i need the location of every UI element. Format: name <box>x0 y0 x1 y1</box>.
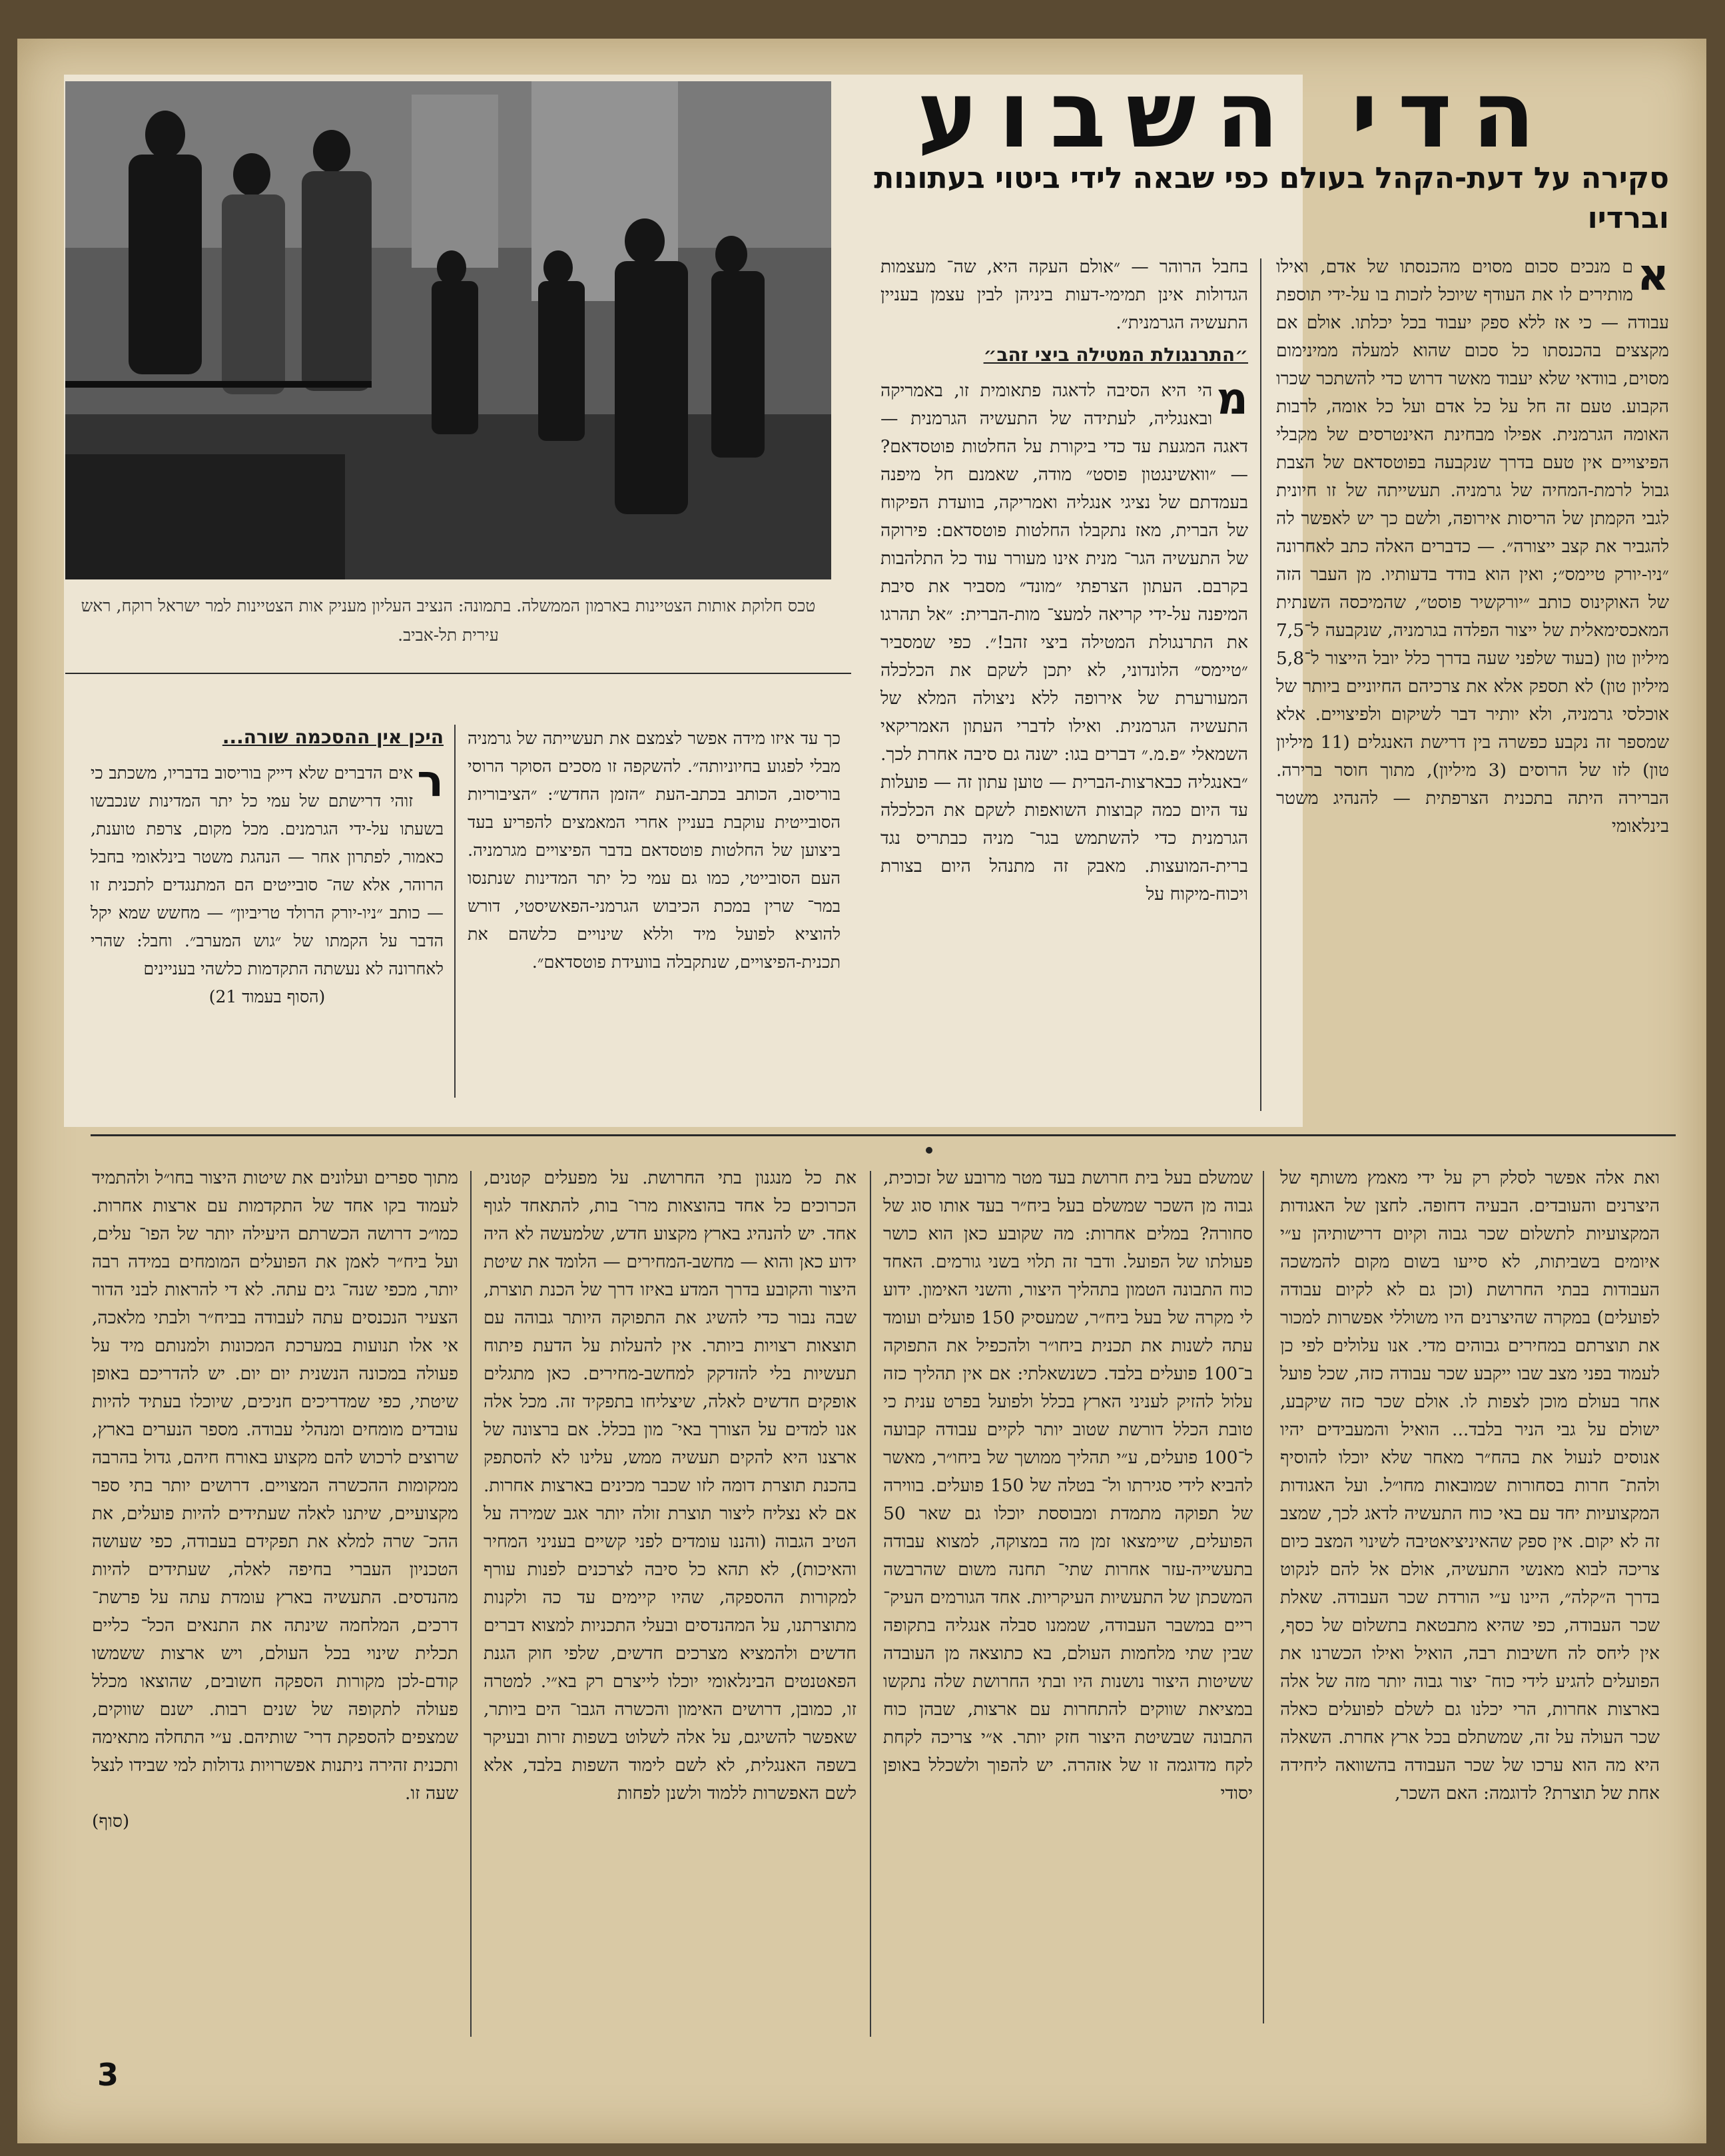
ceremony-photo <box>65 81 831 579</box>
magazine-page <box>17 39 1706 2143</box>
article-headline: היכן אין ההסכמה שורה... <box>222 726 444 748</box>
article-text: הי היא הסיבה לדאגה פתאומית זו, באמריקה ובאנגליה, לעתידה של התעשיה הגרמנית — דאגה המגעת עד כדי ביקורת על החלטות פוטסדאם? — ״וואשינגטון פוסט״ מודה, שאמנם חל מיפנה בעמדתם של נציגי אנגליה ואמריקה, בוועדת הפיקוח של הברית, מאז נתקבלו החלטות פוטסדאם: פירוקה של התעשיה הגר־ מנית אינו מעורר עוד כל התלהבות בקרבם. העתון הצרפתי ״מונד״ מסביר את סיבת המיפנה על-ידי קריאה למעצ־ מות-הברית: ״אל תהרגו את התרנגולת המטילה ביצי זהב!״. כפי שמסביר ״טיימס״ הלונדוני, לא יתכן לשקם את הכלכלה המעורערת של אירופה ללא ניצולה המלא של התעשיה הגרמנית. ואילו לדברי העתון האמריקאי השמאלי ״פ.מ.״ דברים בגו: ישנה גם סיבה אחרת לכך. ״באנגליה כבארצות-הברית — טוען עתון זה — פועלות עד היום כמה קבוצות השואפות לשקם את הכלכלה הגרמנית כדי להשתמש בגר־ מניה כבתריס נגד ברית-המועצות. מאבק זה מתנהל היום בצורת ויכוח-מיקוח על <box>880 380 1248 904</box>
section-divider <box>91 1134 1676 1136</box>
article-text: מתוך ספרים ועלונים את שיטות היצור בחו״ל ולהתמיד לעמוד בקו אחד של התקדמות עם ארצות אחרות. כמו״כ דרושה הכשרתם היעילה יותר של הפו־ עלים, ועל ביח״ר לאמן את הפועלים המומחים במידה רבה יותר, מכפי שנה־ גים עתה. לא די להראות לבני הדור הצעיר הנכנסים עתה לעבודה בביח״ר ולבתי מלאכה, אי אלו תנועות במערכת המכונות ולמנותם מיד על פעולה במכונה הנשנית יום יום. יש להדריכם באופן שיטתי, כפי שמדריכים חניכים, שיוכלו בעתיד להיות עובדים מומחים ומנהלי עבודה. מספר הנערים בארץ, שרוצים לרכוש להם מקצוע באורח חיהם, גדול בהרבה ממקומות ההכשרה המצויים. דרושים יותר בתי ספר מקצועיים, שיתנו לאלה שעתידים להיות פועלים, את ההכ־ שרה למלא את תפקידם בעבודה, כפי שעושה הטכניון העברי בחיפה לאלה, שעתידים להיות מהנדסים. התעשיה בארץ עומדת עתה על פרשת־ דרכים, המלחמה שינתה את התנאים הכל־ כליים תכלית שינוי בכל העולם, ויש ארצות ששמשו קודם-לכן מקורות הספקה חשובים, שהוצאו מכלל פעולה לתקופה של שנים רבות. ישנם שווקים, שמצפים להספקת דרי־ שותיהם. ע״י התחלה מתאימה ותכנית זהירה ניתנות אפשרויות גדולות למי שבידו לנצל שעה זו. <box>92 1168 458 1804</box>
article-text: שמשלם בעל בית חרושת בעד מטר מרובע של זכוכית, גבוה מן השכר שמשלם בעל ביח״ר בעד אותו סוג של סחורה? במלים אחרות: מה שקובע כאן הוא כושר פעולתו של הפועל. ודבר זה תלוי בשני גורמים. האחד כוח התבונה הטמון בתהליך היצור, והשני האימון. ידוע לי מקרה של בעל ביח״ר, שמעסיק 150 פועלים ועומד עתה לשנות את תכנית ביחו״ר ולהכפיל את התפוקה ב־100 פועלים בלבד. כשנשאלתי: אם אין תהליך כזה עלול להזיק לעניני הארץ בכלל ולפועל בפרט ענית כי טובת הכלל דורשת שטוב יותר לקיים עבודה קבועה ל־100 פועלים, ע״י תהליך ממושך של ביחו״ר, מאשר להביא לידי סגירתו ול־ בטלה של 150 פועלים. בווירה של תפוקה מתמדת ומבוססת יוכלו גם שאר 50 הפועלים, שיימצאו זמן מה במצוקה, למצוא עבודה בתעשייה-עזר אחרות שתי־ תחנה משום שהרבשה המשכתן של התעשיות העיקריות. אחד הגורמים העיק־ ריים במשבר העבודה, שממנו סבלה אנגליה בתקופה שבין שתי מלחמות העולם, בא כתוצאה מן העובדה ששיטות היצור נושנות היו ובתי החרושת שלה נתקשו במציאת שווקים להתחרות עם ארצות, שבהן כוח התבונה שבשיטת היצור חזק יותר. א״י צריכה לקחת לקח מדוגמה זו של אזהרה. יש להפוך ולשכלל באופן יסודי <box>883 1168 1253 1804</box>
bottom-column-4 <box>92 1164 458 2043</box>
column-rule <box>470 1171 472 2037</box>
section-subtitle: סקירה על דעת-הקהל בעולם כפי שבאה לידי ביטוי בעתונות וברדיו <box>874 161 1669 235</box>
top-left-right-column <box>91 719 444 1119</box>
article-intro: בחבל הרוהר — ״אולם העקה היא, שה־ מעצמות הגדולות אינן תמימי-דעות ביניהן לבין עצמן בעניין התעשיה הגרמנית״. <box>880 256 1248 333</box>
top-left-left-column <box>468 725 841 1118</box>
section-title: הדי השבוע <box>917 61 1555 169</box>
end-mark: (סוף) <box>92 1811 130 1832</box>
article-text: כך עד איזו מידה אפשר לצמצם את תעשייתה של גרמניה מבלי לפגוע בחיוניותה״. להשקפה זו מסכים הסוקר הרוסי בוריסוב, הכותב בכתב-העת ״הזמן החדש״: ״הציבוריות הסובייטית עוקבת בעניין אחרי המאמצים להפריע בעד ביצוען של החלטות פוטסדאם בדבר הפיצויים מגרמניה. העם הסובייטי, כמו גם עמי כל יתר המדינות שנתנסו במר־ שרין במכת הכיבוש הגרמני-הפאשיסטי, דורש להוציא לפועל מיד וללא שינויים כלשהם את תכנית-הפיצויים, שנתקבלה בוועידת פוטסדאם״. <box>468 729 841 972</box>
dropcap: מ <box>1216 373 1248 424</box>
article-text: את כל מנגנון בתי החרושת. על מפעלים קטנים, הכרוכים כל אחד בהוצאות מרו־ בות, להתאחד לגוף אחד. יש להנהיג בארץ מקצוע חדש, שלמעשה לא היה ידוע כאן והוא — מחשב-המחירים — הלומד את שיטת היצור והקובע בדרך המדע באיזו דרך של הכנת תוצרת, שבה נבור כדי להשיג את התפוקה היותר גבוהה עם תוצאות רצויות ביותר. אין להעלות על הדעת פיתוח תעשיות בלי להזדקק למחשב-מחירים. כאן מתגלים אופקים חדשים לאלה, שיצליחו בתפקיד זה. מכל אלה אנו למדים על הצורך באי־ מון בכלל. אם ברצונה של ארצנו היא להקים תעשיה ממש, עלינו לא להסתפק בהכנת תוצרת דומה לזו שכבר מכינים בארצות אחרות. אם לא נצליח ליצור תוצרת זולה יותר אגב שמירה על הטיב הגבוה (והננו עומדים לפני קשיים בעניני המחיר והאיכות), לא תהא כל סיבה לצרכנים לפנות עורף למקורות ההספקה, שהיו קיימים עד כה ולקנות מתוצרתנו, על המהנדסים ובעלי התכניות למצוא דברים חדשים ולהמציא מצרכים חדשים, שלפי חוק הגנת הפאטנטים הבינלאומי יוכלו לייצרם רק בא״י. למטרה זו, כמובן, דרושים האימון והכשרה הגבו־ הים ביותר, שאפשר להשיגם, על אלה לשלוט בשפות זרות ובעיקר בשפה האנגלית, לא לשם לימוד השפות בלבד, אלא לשם האפשרות ללמוד ולשנן לפחות <box>484 1168 857 1804</box>
bottom-column-2 <box>883 1164 1253 2043</box>
divider-dot <box>926 1147 932 1154</box>
article-text: ם מנכים סכום מסוים מהכנסתו של אדם, ואילו מותירים לו את העודף שיוכל לזכות בו על-ידי תוספת עבודה — כי אז ללא ספק יעבוד בכל יכלתו. אולם אם מקצצים בהכנסתו כל סכום שהוא למעלה ממינימום מסוים, בוודאי שלא יעבוד מאשר דרוש כדי להשתכר שכרו הקבוע. טעם זה חל על כל אדם ועל כל אומה, לרבות האומה הגרמנית. אפילו מבחינת האינטרסים של מקבלי הפיצויים אין טעם בדרך שנקבעה בפוטסדאם של הצבת גבול לרמת-המחיה של גרמניה. תעשייתה של זו חיונית לגבי הקמתן של הריסות אירופה, ולשם כך יש לאפשר לה להגביר את קצב ייצורה״. — כדברים האלה כתב לאחרונה ״ניו-יורק טיימס״; ואין הוא בודד בדעותיו. מן העבר הזה של האוקינוס כותב ״יורקשיר פוסט״, שהמיכסה השנתית המאכסימאלית של ייצור הפלדה בגרמניה, שנקבעה ל־7,5 מיליון טון (בעוד שלפני שעה בדרך כלל יובל הייצור ל־5,8 מיליון טון) לא תספק אלא את צרכיהם החיוניים ביותר של אוכלסי גרמניה, ולא יותיר דבר לשיקום ולפיצויים. אלא שמספר זה נקבע כפשרה בין דרישת האנגלים (11 מיליון טון) לזו של הרוסים (3 מיליון), מתוך חוסר ברירה. הברירה היתה בתכנית הצרפתית — להנהיג משטר בינלאומי <box>1276 256 1669 837</box>
photo-caption: טכס חלוקת אותות הצטיינות בארמון הממשלה. בתמונה: הנציב העליון מעניק אות הצטיינות למר ישראל רוקח, ראש עירית תל-אביב. <box>81 596 816 645</box>
bottom-column-3 <box>484 1164 857 2043</box>
article-text: אים הדברים שלא דייק בוריסוב בדבריו, משכתב כי זוהי דרישתם של עמי כל יתר המדינות שנכבשו בשעתו על-ידי הגרמנים. מכל מקום, צרפת טוענת, כאמור, לפתרון אחר — הנהגת משטר בינלאומי בחבל הרוהר, אלא שה־ סובייטים הם המתנגדים לתכנית זו — כותב ״ניו-יורק הרולד טריביון״ — מחשש שמא יקל הדבר על הקמתו של ״גוש המערב״. וחבל: שהרי לאחרונה לא נעשתה התקדמות כלשהי בעניינים <box>91 763 444 978</box>
article-text: ואת אלה אפשר לסלק רק על ידי מאמץ משותף של היצרנים והעובדים. הבעיה דחופה. לחצן של האגודות המקצועיות לתשלום שכר גבוה וקיום דרישותיהן ע״י איומים בשביתות, לא סייעו בשום מקום להמשכה העבודות בבתי החרושת (וכן גם לא לקיום עבודה לפועלים) במקרה שהיצרנים היו משוללי אפשרות למכור את תוצרתם במחירים גבוהים מדי. אנו עלולים לפי כן לעמוד בפני מצב שבו ייקבע שכר עבודה כזה, שכל פועל אחר בעולם מוכן לצפות לו. אולם שכר כזה שיקבע, ישולם על גבי הניר בלבד... הואיל והמעבידים יהיו אנוסים לנעול את בהח״ר מאחר שלא יוכלו להוסיף ולהת־ חרות בסחורות שמובאות מחו״ל. ועל האגודות המקצועיות יחד עם באי כוח התעשיה לדאג לכך, שמצב זה לא יקום. אין ספק שהאיניציאטיבה לשינוי המצב כיום צריכה לבוא מאנשי התעשיה, אולם אל להם לנקוט בדרך ה״קלה״, היינו ע״י הורדת שכר העבודה. שאלת שכר העבודה, כפי שהיא מתבטאת בתשלום של כסף, אין ליחס לה חשיבות רבה, הואיל ואילו הכשרנו את הפועלים להגיע לידי כוח־ יצור גבוה יותר מזה של אלה בארצות אחרות, הרי יכלנו גם לשלם לפועלים כאלה שכר העולה על זה, שמשתלם בכל ארץ אחרת. השאלה היא מה הוא ערכו של שכר העבודה בהשוואה ליחידה אחת של תוצרת? לדוגמה: האם השכר, <box>1280 1168 1660 1804</box>
dropcap: ר <box>417 755 444 807</box>
bottom-column-1 <box>1280 1164 1660 2043</box>
column-rule <box>454 725 456 1098</box>
column-rule <box>1260 258 1261 1111</box>
continued-note: (הסוף בעמוד 21) <box>208 987 326 1006</box>
column-rule <box>1263 1171 1264 2023</box>
page-number: 3 <box>97 2057 119 2093</box>
top-right-column <box>1276 249 1669 1112</box>
column-rule <box>870 1171 871 2037</box>
article-headline: ״התרנגולת המטילה ביצי זהב״ <box>983 344 1248 366</box>
caption-rule <box>65 673 851 674</box>
dropcap: א <box>1636 249 1669 300</box>
top-middle-column <box>880 253 1248 1112</box>
